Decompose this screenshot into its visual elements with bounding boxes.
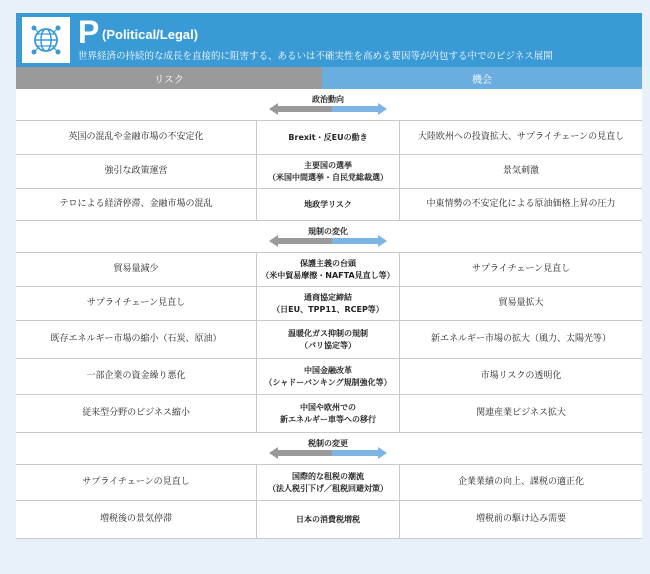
opportunity-cell: 大陸欧州への投資拡大、サプライチェーンの見直し [417, 132, 625, 142]
header-description: 世界経済の持続的な成長を直接的に阻害する、あるいは不確実性を高める要因等が内包する中でのビジネス展開 [78, 51, 553, 62]
table-row [16, 189, 642, 221]
risk-cell: テロによる経済停滞、金融市場の混乱 [59, 199, 213, 209]
opportunity-cell: 企業業績の向上、課税の適正化 [457, 477, 584, 487]
risk-cell: サプライチェーン見直し [86, 298, 186, 308]
section-arrow [256, 221, 400, 252]
factor-cell: 中国金融改革 （シャドーバンキング規制強化等） [256, 359, 400, 394]
section-blank-right [400, 433, 642, 464]
section-header-row [16, 89, 642, 121]
factor-cell: 温暖化ガス抑制の規制 （パリ協定等） [256, 321, 400, 358]
table-row [16, 253, 642, 287]
arrow-bar-risk [277, 238, 332, 244]
factor-cell: 日本の消費税増税 [256, 501, 400, 538]
section-blank-right [400, 221, 642, 252]
arrow-bar-opportunity [332, 238, 380, 244]
section-header-row [16, 433, 642, 465]
column-header-risk: リスク [16, 67, 322, 89]
factor-cell: 中国や欧州での 新エネルギー車等への移行 [256, 395, 400, 432]
table-row [16, 121, 642, 155]
risk-cell: サプライチェーンの見直し [82, 477, 190, 487]
arrow-bar-risk [277, 106, 332, 112]
header-subtitle: (Political/Legal) [102, 27, 199, 42]
factor-cell: 地政学リスク [256, 189, 400, 220]
table-row [16, 359, 642, 395]
opportunity-cell: サプライチェーン見直し [471, 264, 571, 274]
header-letter: P [78, 14, 100, 50]
opportunity-cell: 市場リスクの透明化 [480, 371, 562, 381]
section-arrow [256, 89, 400, 120]
section-title: 政治動向 [312, 94, 344, 104]
arrow-bar-risk [277, 450, 332, 456]
arrow-bar-opportunity [332, 450, 380, 456]
pest-table [16, 89, 642, 539]
table-row [16, 501, 642, 539]
table-row [16, 395, 642, 433]
factor-cell: 主要国の選挙 （米国中間選挙・自民党総裁選） [256, 155, 400, 188]
section-blank-right [400, 89, 642, 120]
header-banner [16, 13, 642, 67]
table-row [16, 287, 642, 321]
opportunity-cell: 増税前の駆け込み需要 [475, 514, 566, 524]
opportunity-cell: 貿易量拡大 [498, 298, 544, 308]
factor-cell: 国際的な租税の潮流 （法人税引下げ／租税回避対策） [256, 465, 400, 500]
opportunity-cell: 関連産業ビジネス拡大 [476, 408, 566, 418]
section-title: 規制の変化 [308, 226, 348, 236]
risk-cell: 従来型分野のビジネス縮小 [82, 408, 190, 418]
section-blank-left [16, 433, 256, 464]
section-blank-left [16, 89, 256, 120]
risk-cell: 強引な政策運営 [104, 166, 168, 176]
section-header-row [16, 221, 642, 253]
globe-network-icon [22, 17, 70, 63]
risk-cell: 既存エネルギー市場の縮小（石炭、原油） [50, 334, 222, 344]
section-title: 税制の変更 [308, 438, 348, 448]
table-row [16, 155, 642, 189]
section-arrow [256, 433, 400, 464]
arrow-bar-opportunity [332, 106, 380, 112]
opportunity-cell: 新エネルギー市場の拡大（風力、太陽光等） [430, 334, 611, 344]
table-row [16, 321, 642, 359]
risk-cell: 一部企業の資金繰り悪化 [86, 371, 186, 381]
factor-cell: 通商協定締結 （日EU、TPP11、RCEP等） [256, 287, 400, 320]
factor-cell: 保護主義の台頭 （米中貿易摩擦・NAFTA見直し等） [256, 253, 400, 286]
column-header-opportunity: 機会 [322, 67, 642, 89]
opportunity-cell: 中東情勢の不安定化による原油価格上昇の圧力 [426, 199, 616, 209]
section-blank-left [16, 221, 256, 252]
table-row [16, 465, 642, 501]
risk-cell: 増税後の景気停滞 [99, 514, 172, 524]
factor-cell: Brexit・反EUの動き [256, 121, 400, 154]
opportunity-cell: 景気刺激 [502, 166, 539, 176]
risk-cell: 英国の混乱や金融市場の不安定化 [68, 132, 204, 142]
risk-cell: 貿易量減少 [113, 264, 159, 274]
